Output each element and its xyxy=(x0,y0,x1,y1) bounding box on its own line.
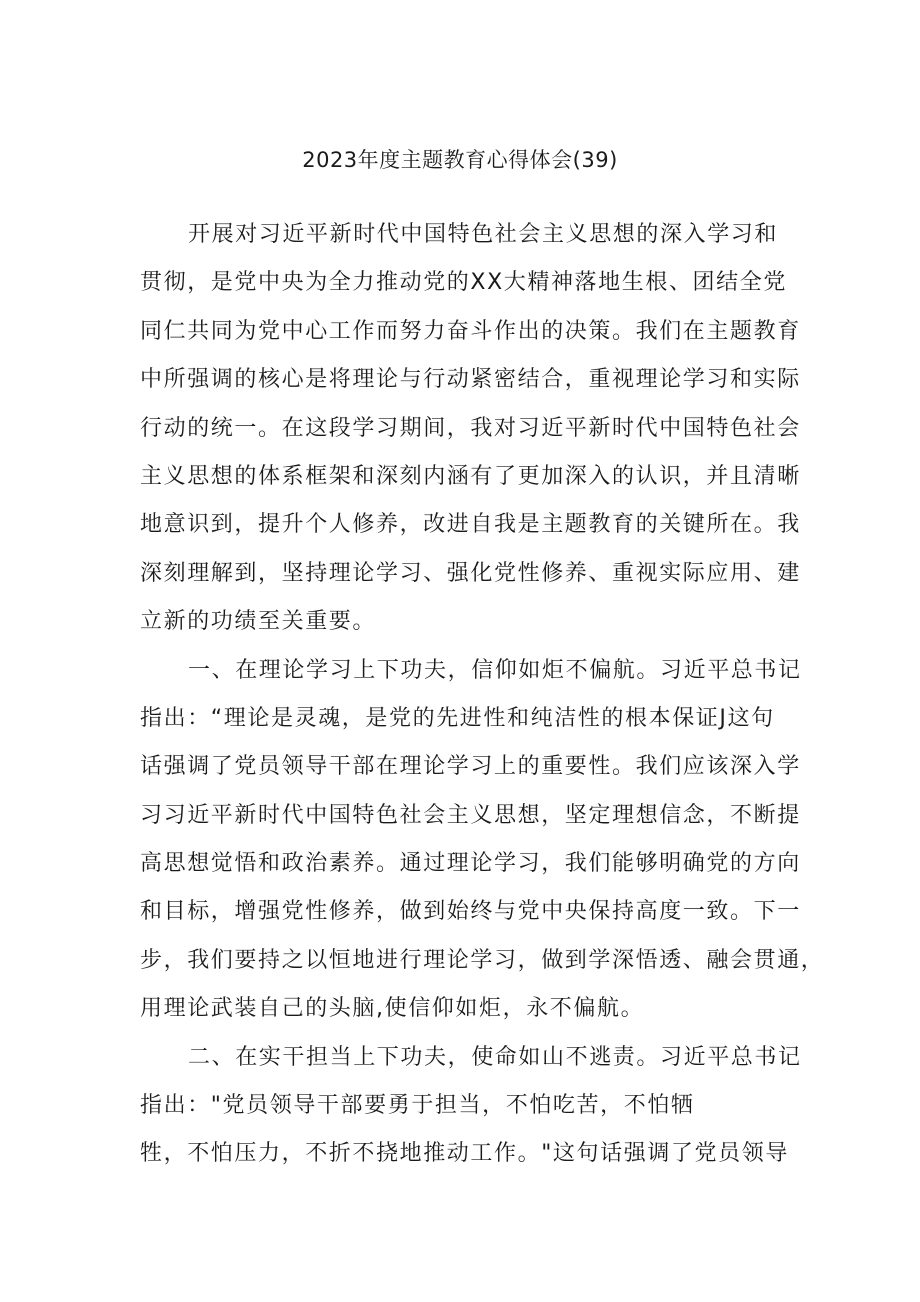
paragraph-line: 开展对习近平新时代中国特色社会主义思想的深入学习和 xyxy=(188,222,779,247)
paragraph-line: 话强调了党员领导干部在理论学习上的重要性。我们应该深入学 xyxy=(140,754,801,780)
paragraph-line: 和目标，增强党性修养，做到始终与党中央保持高度一致。下一 xyxy=(140,899,801,925)
paragraph-line: 二、在实干担当上下功夫，使命如山不逃责。习近平总书记 xyxy=(188,1044,802,1070)
paragraph-line: 高思想觉悟和政治素养。通过理论学习，我们能够明确党的方向 xyxy=(140,851,801,877)
paragraph-line: 指出："党员领导干部要勇于担当，不怕吃苦，不怕牺 xyxy=(140,1093,695,1119)
paragraph-1 xyxy=(140,216,801,652)
paragraph-line: 深刻理解到，坚持理论学习、强化党性修养、重视实际应用、建 xyxy=(140,560,801,586)
paragraph-line: 行动的统一。在这段学习期间，我对习近平新时代中国特色社会 xyxy=(140,415,801,441)
paragraph-line: 贯彻，是党中央为全力推动党的XX大精神落地生根、团结全党 xyxy=(140,270,787,296)
paragraph-line: 立新的功绩至关重要。 xyxy=(140,609,377,635)
paragraph-line: 中所强调的核心是将理论与行动紧密结合，重视理论学习和实际 xyxy=(140,367,801,393)
document-body xyxy=(140,216,825,1184)
paragraph-line: 用理论武装自己的头脑,使信仰如炬，永不偏航。 xyxy=(140,996,645,1022)
paragraph-3 xyxy=(140,1039,802,1184)
paragraph-2 xyxy=(140,652,825,1039)
paragraph-line: 同仁共同为党中心工作而努力奋斗作出的决策。我们在主题教育 xyxy=(140,318,801,344)
paragraph-line: 牲，不怕压力，不折不挠地推动工作。"这句话强调了党员领导 xyxy=(140,1141,789,1167)
paragraph-line: 习习近平新时代中国特色社会主义思想，坚定理想信念，不断提 xyxy=(140,802,801,828)
paragraph-line: 主义思想的体系框架和深刻内涵有了更加深入的认识，并且清晰 xyxy=(140,463,801,489)
paragraph-line: 指出：“理论是灵魂，是党的先进性和纯洁性的根本保证J这句 xyxy=(140,705,775,731)
document-title: 2023年度主题教育心得体会(39) xyxy=(302,148,618,172)
paragraph-line: 地意识到，提升个人修养，改进自我是主题教育的关键所在。我 xyxy=(140,512,801,538)
paragraph-line: 步，我们要持之以恒地进行理论学习，做到学深悟透、融会贯通， xyxy=(140,947,825,973)
paragraph-line: 一、在理论学习上下功夫，信仰如炬不偏航。习近平总书记 xyxy=(188,657,802,683)
